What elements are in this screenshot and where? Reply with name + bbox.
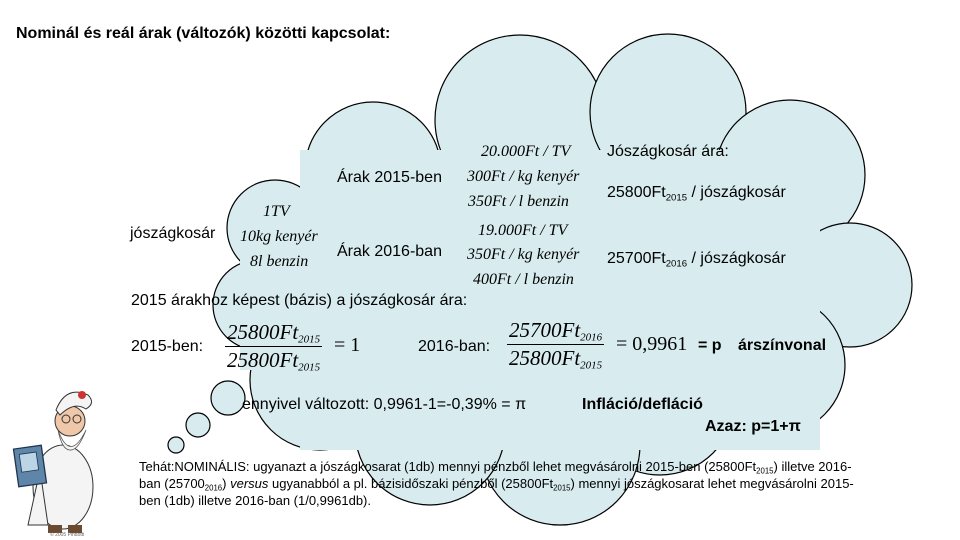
p-label: = p	[698, 337, 722, 354]
fraction-2015-result: = 1	[334, 334, 361, 356]
price-2015-tv: 20.000Ft / TV	[481, 143, 571, 160]
price-level-label: árszínvonal	[738, 337, 827, 354]
professor-figure-icon	[8, 375, 100, 540]
azaz-formula: Azaz: p=1+π	[705, 418, 801, 435]
relative-2016-label: 2016-ban:	[418, 338, 491, 355]
price-2016-fuel: 400Ft / l benzin	[473, 271, 574, 288]
inflation-label: Infláció/defláció	[582, 396, 703, 413]
price-2015-fuel: 350Ft / l benzin	[468, 193, 569, 210]
basket-label: jószágkosár	[130, 225, 216, 242]
fraction-2016: 25700Ft2016 25800Ft2015	[509, 318, 603, 372]
page-title: Nominál és reál árak (változók) közötti kapcsolat:	[16, 25, 391, 42]
copyright-text: © 2005 Pindotti	[50, 532, 85, 538]
basket-item-fuel: 8l benzin	[250, 253, 309, 270]
basket-item-tv: 1TV	[263, 203, 290, 220]
relative-intro: 2015 árakhoz képest (bázis) a jószágkosár ára:	[131, 292, 468, 309]
summary-paragraph: Tehát:NOMINÁLIS: ugyanazt a jószágkosarat (1db) mennyi pénzből lehet megvásárolni 2015-ben $(25800Ft_{2015})$ illetve 2016- ban $(25700_{2016})$ versus ugyanabból a pl. bázisidőszaki pénzből $(25800Ft_{2015})$ mennyi jószágkosarat lehet megvásárolni 2015- ben (1db) illetve 2016-ban (1/0,9961db).	[139, 459, 854, 508]
basket-price-2016: $25700Ft_{2016}$ / jószágkosár	[607, 250, 786, 270]
relative-2015-label: 2015-ben:	[131, 338, 204, 355]
prices-2015-label: Árak 2015-ben	[337, 169, 442, 186]
basket-item-bread: 10kg kenyér	[240, 228, 318, 245]
price-2016-bread: 350Ft / kg kenyér	[467, 246, 580, 263]
change-text: ennyivel változott: 0,9961-1=-0,39% = π	[242, 396, 527, 413]
fraction-2015: 25800Ft2015 25800Ft2015	[227, 320, 321, 374]
price-2015-bread: 300Ft / kg kenyér	[467, 168, 580, 185]
fraction-2016-result: = 0,9961	[616, 333, 688, 355]
basket-price-heading: Jószágkosár ára:	[607, 143, 729, 160]
prices-2016-label: Árak 2016-ban	[337, 243, 442, 260]
price-2016-tv: 19.000Ft / TV	[478, 222, 568, 239]
basket-price-2015: $25800Ft_{2015}$ / jószágkosár	[607, 184, 786, 204]
